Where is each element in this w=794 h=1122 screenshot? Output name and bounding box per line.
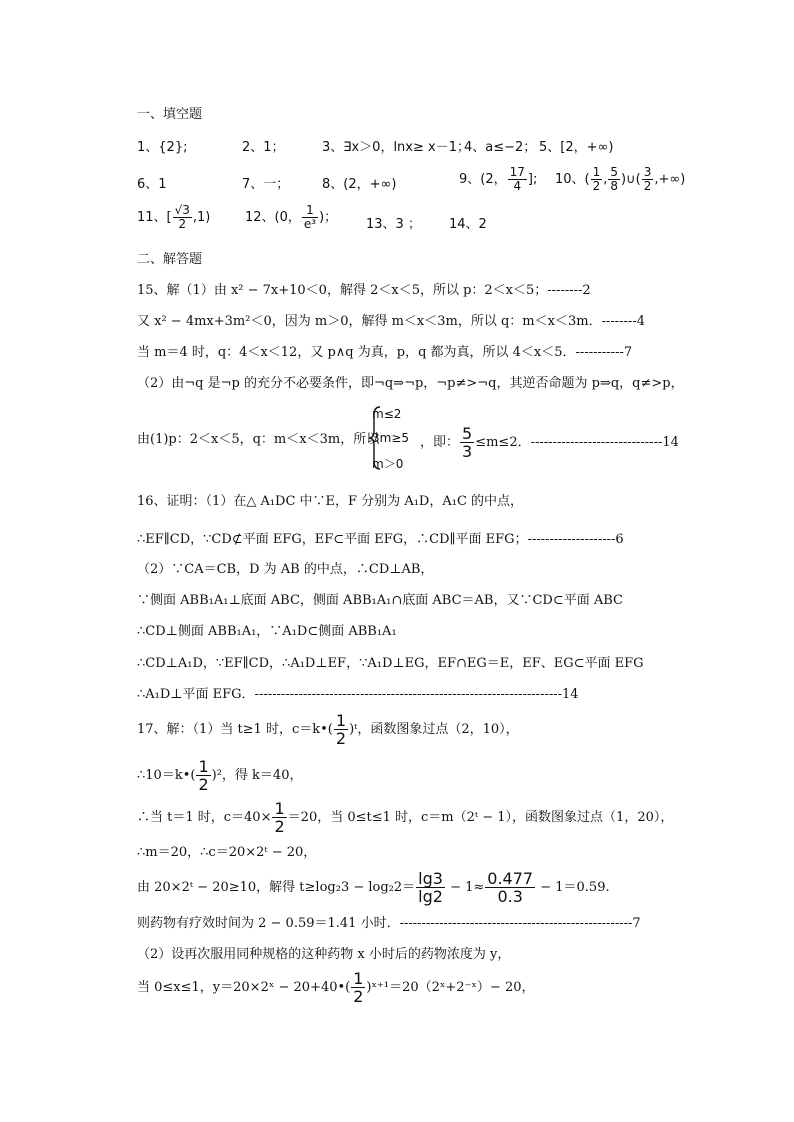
system-row-3: m＞0 bbox=[372, 457, 404, 471]
answer-6: 6、1 bbox=[137, 177, 167, 192]
q17-line-6: 则药物有疗效时间为 2 − 0.59＝1.41 小时．-----------------------------------------------------7 bbox=[137, 916, 641, 931]
answers-row-2 bbox=[137, 166, 737, 200]
answer-13: 13、3 ； bbox=[366, 217, 421, 232]
answer-11: 11、[ $\frac{√3}{2}$ ,1) bbox=[137, 203, 211, 231]
answer-7: 7、一； bbox=[242, 177, 290, 192]
q16-line-2: ∴EF∥CD，∵CD⊄平面 EFG，EF⊂平面 EFG，∴CD∥平面 EFG；--------------------6 bbox=[137, 532, 624, 547]
section-title-solutions: 二、解答题 bbox=[137, 252, 203, 267]
answer-10: 10、( $\frac{1}{2}$ , $\frac{5}{8}$ )∪( $\frac{3}{2}$ ,+∞) bbox=[555, 165, 686, 193]
q17-line-7: （2）设再次服用同种规格的这种药物 x 小时后的药物浓度为 y， bbox=[137, 947, 511, 962]
q15-line-2: 又 x² − 4mx+3m²＜0，因为 m＞0，解得 m＜x＜3m，所以 q：m＜x＜3m．--------4 bbox=[137, 314, 645, 329]
q16-line-4: ∵侧面 ABB₁A₁⊥底面 ABC，侧面 ABB₁A₁∩底面 ABC＝AB，又∵CD⊂平面 ABC bbox=[137, 593, 623, 608]
section-title-fill-in: 一、填空题 bbox=[137, 107, 203, 122]
q15-line-3: 当 m＝4 时，q：4＜x＜12，又 p∧q 为真，p，q 都为真，所以 4＜x＜5．-----------7 bbox=[137, 345, 633, 360]
q17-line-4: ∴m＝20，∴c＝20×2ᵗ − 20， bbox=[137, 845, 317, 860]
q17-line-8: 当 0≤x≤1，y＝20×2ˣ − 20+40•( $\frac{1}{2}$ )ˣ⁺¹＝20（2ˣ+2⁻ˣ）− 20， bbox=[137, 969, 535, 1006]
answer-2: 2、1； bbox=[242, 140, 285, 155]
system-row-2: 3m≥5 bbox=[372, 431, 410, 445]
q16-line-6: ∴CD⊥A₁D，∵EF∥CD，∴A₁D⊥EF，∵A₁D⊥EG，EF∩EG＝E，EF、EG⊂平面 EFG bbox=[137, 656, 644, 671]
q16-line-5: ∴CD⊥侧面 ABB₁A₁，∵A₁D⊂侧面 ABB₁A₁ bbox=[137, 624, 397, 639]
q17-line-3: ∴当 t＝1 时，c＝40× $\frac{1}{2}$ ＝20，当 0≤t≤1 时，c＝m（2ᵗ − 1），函数图象过点（1，20）， bbox=[137, 799, 674, 836]
q16-line-1: 16、证明：（1）在△ A₁DC 中∵E，F 分别为 A₁D，A₁C 的中点， bbox=[137, 494, 524, 509]
q15-line-5: 由(1)p：2＜x＜5，q：m＜x＜3m，所以 bbox=[137, 432, 380, 447]
q15-line-5-result: ，即： $\frac{5}{3}$ ≤m≤2．------------------------------14 bbox=[420, 424, 679, 461]
q16-line-7: ∴A₁D⊥平面 EFG．----------------------------------------------------------------------14 bbox=[137, 687, 579, 702]
q17-line-2: ∴10＝k•( $\frac{1}{2}$ )²，得 k＝40， bbox=[137, 757, 303, 794]
system-row-1: m≤2 bbox=[372, 407, 402, 421]
answers-row-3 bbox=[137, 204, 737, 238]
answer-4: 4、a≤−2； bbox=[464, 140, 537, 155]
answers-row-1 bbox=[137, 136, 737, 156]
q15-line-1: 15、解（1）由 x² − 7x+10＜0，解得 2＜x＜5，所以 p：2＜x＜5；--------2 bbox=[137, 283, 591, 298]
answer-5: 5、[2，+∞) bbox=[539, 140, 614, 155]
answer-9: 9、(2， $\frac{17}{4}$ ]; bbox=[459, 165, 538, 193]
answer-12: 12、(0， $\frac{1}{\text{e³}}$ )； bbox=[245, 203, 338, 231]
q17-line-1: 17、解：（1）当 t≥1 时，c＝k•( $\frac{1}{2}$ )ᵗ，函数图象过点（2，10）， bbox=[137, 711, 519, 748]
answer-1: 1、{2}; bbox=[137, 140, 188, 155]
q17-line-5: 由 20×2ᵗ − 20≥10，解得 t≥log₂3 − log₂2＝ $\frac{\lg 3}{\lg 2}$ − 1≈ $\frac{0.477}{0.3}$ − 1＝0.59. bbox=[137, 869, 610, 906]
answer-14: 14、2 bbox=[449, 217, 487, 232]
q16-line-3: （2）∵CA＝CB，D 为 AB 的中点，∴CD⊥AB， bbox=[137, 562, 434, 577]
answer-3: 3、∃x＞0，lnx≥ x－1； bbox=[322, 140, 470, 155]
q15-line-4: （2）由¬q 是¬p 的充分不必要条件，即¬q⇒¬p，¬p≠>¬q，其逆否命题为 p⇒q，q≠>p， bbox=[137, 376, 684, 391]
answer-8: 8、(2，+∞) bbox=[322, 177, 397, 192]
